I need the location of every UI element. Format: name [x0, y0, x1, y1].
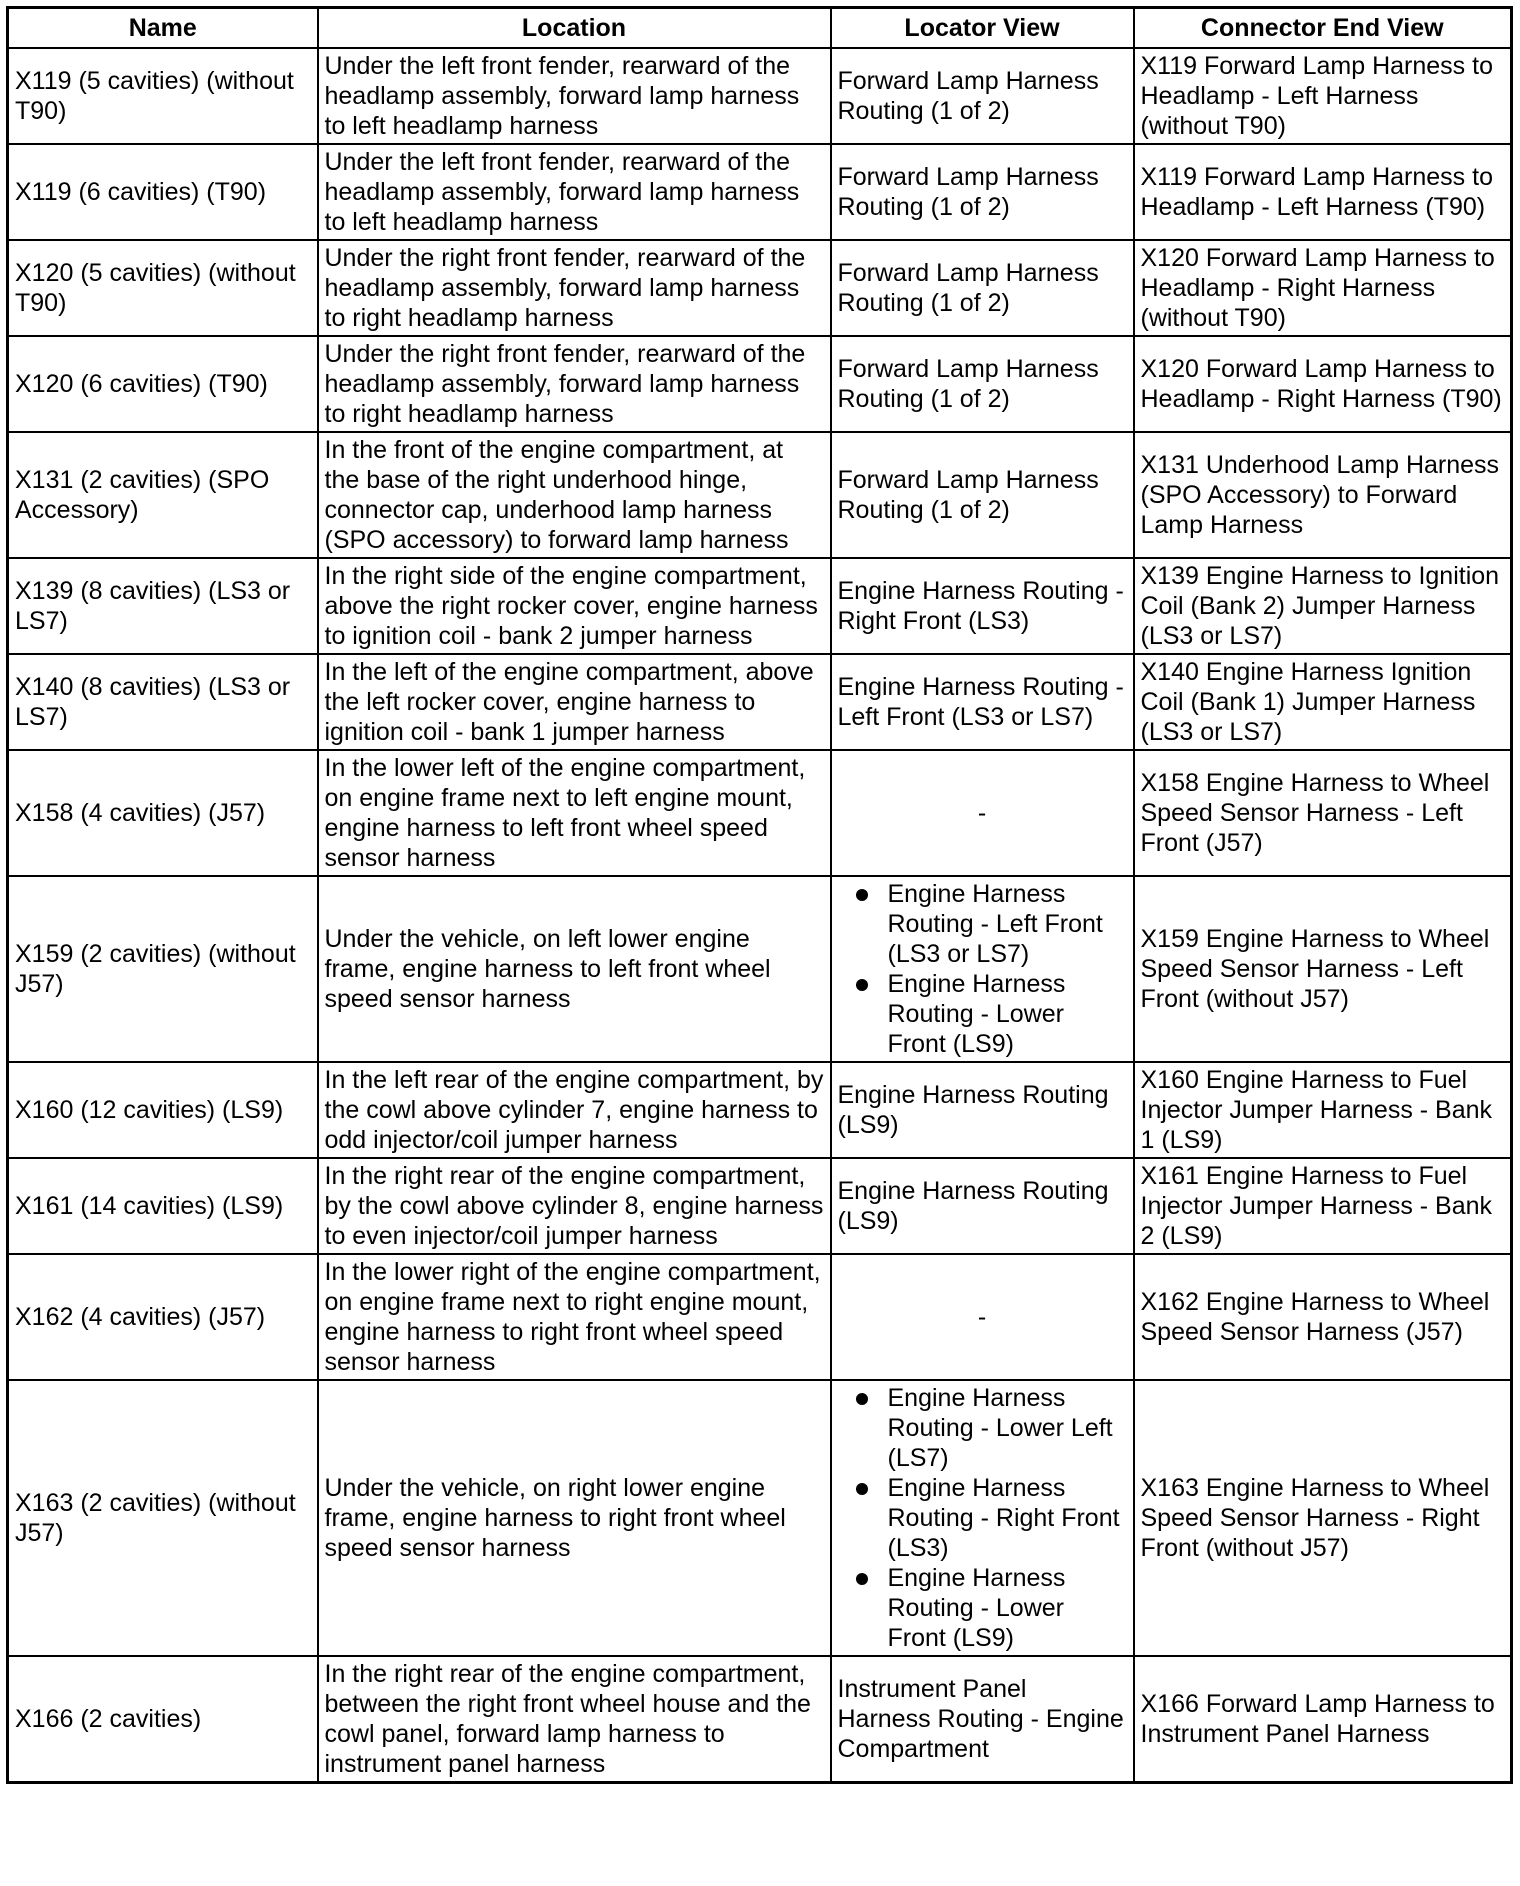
locator-list-item: Engine Harness Routing - Lower Front (LS9)	[888, 1563, 1127, 1653]
cell-connector-end-view: X140 Engine Harness Ignition Coil (Bank 1) Jumper Harness (LS3 or LS7)	[1134, 654, 1512, 750]
cell-locator-view	[831, 1656, 1134, 1783]
locator-list-item: Engine Harness Routing - Lower Front (LS9)	[888, 969, 1127, 1059]
cell-location: Under the right front fender, rearward of the headlamp assembly, forward lamp harness to right headlamp harness	[318, 240, 831, 336]
cell-name: X160 (12 cavities) (LS9)	[8, 1062, 318, 1158]
cell-connector-end-view: X120 Forward Lamp Harness to Headlamp - Right Harness (without T90)	[1134, 240, 1512, 336]
cell-locator-view	[831, 1158, 1134, 1254]
cell-name: X161 (14 cavities) (LS9)	[8, 1158, 318, 1254]
cell-name: X162 (4 cavities) (J57)	[8, 1254, 318, 1380]
cell-locator-view	[831, 144, 1134, 240]
locator-text: -	[977, 799, 987, 827]
cell-name: X159 (2 cavities) (without J57)	[8, 876, 318, 1062]
cell-connector-end-view: X139 Engine Harness to Ignition Coil (Bank 2) Jumper Harness (LS3 or LS7)	[1134, 558, 1512, 654]
locator-text: -	[977, 1303, 987, 1331]
table-row	[8, 1158, 1512, 1254]
cell-location: In the front of the engine compartment, at the base of the right underhood hinge, connector cap, underhood lamp harness (SPO accessory) to forward lamp harness	[318, 432, 831, 558]
cell-name: X119 (5 cavities) (without T90)	[8, 48, 318, 144]
table-row	[8, 558, 1512, 654]
locator-text: Forward Lamp Harness Routing (1 of 2)	[837, 163, 1099, 221]
cell-location: In the right rear of the engine compartment, between the right front wheel house and the cowl panel, forward lamp harness to instrument panel harness	[318, 1656, 831, 1783]
cell-connector-end-view: X166 Forward Lamp Harness to Instrument Panel Harness	[1134, 1656, 1512, 1783]
header-connector-end-view: Connector End View	[1134, 8, 1512, 49]
table-row	[8, 432, 1512, 558]
table-row	[8, 1254, 1512, 1380]
cell-locator-view	[831, 654, 1134, 750]
cell-location: In the left of the engine compartment, above the left rocker cover, engine harness to ignition coil - bank 1 jumper harness	[318, 654, 831, 750]
cell-name: X163 (2 cavities) (without J57)	[8, 1380, 318, 1656]
header-row	[8, 8, 1512, 49]
cell-locator-view	[831, 432, 1134, 558]
locator-text: Forward Lamp Harness Routing (1 of 2)	[837, 259, 1099, 317]
table-body	[8, 48, 1512, 1783]
cell-locator-view	[831, 336, 1134, 432]
header-location: Location	[318, 8, 831, 49]
locator-text: Forward Lamp Harness Routing (1 of 2)	[837, 355, 1099, 413]
table-row	[8, 876, 1512, 1062]
cell-connector-end-view: X161 Engine Harness to Fuel Injector Jumper Harness - Bank 2 (LS9)	[1134, 1158, 1512, 1254]
locator-text: Engine Harness Routing - Right Front (LS3)	[837, 577, 1124, 635]
header-locator-view: Locator View	[831, 8, 1134, 49]
cell-location: In the lower left of the engine compartment, on engine frame next to left engine mount, engine harness to left front wheel speed sensor harness	[318, 750, 831, 876]
cell-locator-view	[831, 1380, 1134, 1656]
cell-name: X120 (5 cavities) (without T90)	[8, 240, 318, 336]
cell-connector-end-view: X119 Forward Lamp Harness to Headlamp - Left Harness (without T90)	[1134, 48, 1512, 144]
cell-connector-end-view: X159 Engine Harness to Wheel Speed Sensor Harness - Left Front (without J57)	[1134, 876, 1512, 1062]
cell-locator-view	[831, 48, 1134, 144]
cell-location: Under the left front fender, rearward of the headlamp assembly, forward lamp harness to left headlamp harness	[318, 144, 831, 240]
table-row	[8, 1062, 1512, 1158]
locator-text: Instrument Panel Harness Routing - Engine Compartment	[837, 1675, 1124, 1763]
cell-connector-end-view: X120 Forward Lamp Harness to Headlamp - Right Harness (T90)	[1134, 336, 1512, 432]
cell-connector-end-view: X131 Underhood Lamp Harness (SPO Accessory) to Forward Lamp Harness	[1134, 432, 1512, 558]
cell-location: Under the right front fender, rearward of the headlamp assembly, forward lamp harness to right headlamp harness	[318, 336, 831, 432]
table-row	[8, 1380, 1512, 1656]
header-name: Name	[8, 8, 318, 49]
table-row	[8, 240, 1512, 336]
table-row	[8, 336, 1512, 432]
cell-location: Under the left front fender, rearward of the headlamp assembly, forward lamp harness to left headlamp harness	[318, 48, 831, 144]
cell-connector-end-view: X158 Engine Harness to Wheel Speed Sensor Harness - Left Front (J57)	[1134, 750, 1512, 876]
cell-name: X140 (8 cavities) (LS3 or LS7)	[8, 654, 318, 750]
table-row	[8, 654, 1512, 750]
cell-locator-view	[831, 1062, 1134, 1158]
cell-name: X131 (2 cavities) (SPO Accessory)	[8, 432, 318, 558]
cell-locator-view	[831, 750, 1134, 876]
table-row	[8, 144, 1512, 240]
cell-location: In the right side of the engine compartment, above the right rocker cover, engine harness to ignition coil - bank 2 jumper harness	[318, 558, 831, 654]
connector-table	[6, 6, 1513, 1784]
cell-location: Under the vehicle, on right lower engine frame, engine harness to right front wheel speed sensor harness	[318, 1380, 831, 1656]
locator-text: Engine Harness Routing (LS9)	[837, 1177, 1109, 1235]
cell-locator-view	[831, 1254, 1134, 1380]
locator-list	[838, 879, 1127, 1059]
cell-connector-end-view: X160 Engine Harness to Fuel Injector Jumper Harness - Bank 1 (LS9)	[1134, 1062, 1512, 1158]
locator-text: Forward Lamp Harness Routing (1 of 2)	[837, 466, 1099, 524]
locator-text: Engine Harness Routing - Left Front (LS3 or LS7)	[837, 673, 1124, 731]
table-row	[8, 1656, 1512, 1783]
cell-location: In the right rear of the engine compartment, by the cowl above cylinder 8, engine harness to even injector/coil jumper harness	[318, 1158, 831, 1254]
table-row	[8, 750, 1512, 876]
cell-name: X119 (6 cavities) (T90)	[8, 144, 318, 240]
cell-name: X120 (6 cavities) (T90)	[8, 336, 318, 432]
locator-list-item: Engine Harness Routing - Right Front (LS3)	[888, 1473, 1127, 1563]
cell-name: X158 (4 cavities) (J57)	[8, 750, 318, 876]
locator-list	[838, 1383, 1127, 1653]
cell-location: Under the vehicle, on left lower engine frame, engine harness to left front wheel speed sensor harness	[318, 876, 831, 1062]
cell-name: X139 (8 cavities) (LS3 or LS7)	[8, 558, 318, 654]
cell-locator-view	[831, 876, 1134, 1062]
cell-location: In the lower right of the engine compartment, on engine frame next to right engine mount, engine harness to right front wheel speed sensor harness	[318, 1254, 831, 1380]
locator-list-item: Engine Harness Routing - Left Front (LS3 or LS7)	[888, 879, 1127, 969]
table-row	[8, 48, 1512, 144]
cell-locator-view	[831, 240, 1134, 336]
cell-location: In the left rear of the engine compartment, by the cowl above cylinder 7, engine harness to odd injector/coil jumper harness	[318, 1062, 831, 1158]
locator-list-item: Engine Harness Routing - Lower Left (LS7)	[888, 1383, 1127, 1473]
cell-connector-end-view: X119 Forward Lamp Harness to Headlamp - Left Harness (T90)	[1134, 144, 1512, 240]
locator-text: Forward Lamp Harness Routing (1 of 2)	[837, 67, 1099, 125]
cell-connector-end-view: X163 Engine Harness to Wheel Speed Sensor Harness - Right Front (without J57)	[1134, 1380, 1512, 1656]
cell-name: X166 (2 cavities)	[8, 1656, 318, 1783]
cell-connector-end-view: X162 Engine Harness to Wheel Speed Sensor Harness (J57)	[1134, 1254, 1512, 1380]
cell-locator-view	[831, 558, 1134, 654]
locator-text: Engine Harness Routing (LS9)	[837, 1081, 1109, 1139]
